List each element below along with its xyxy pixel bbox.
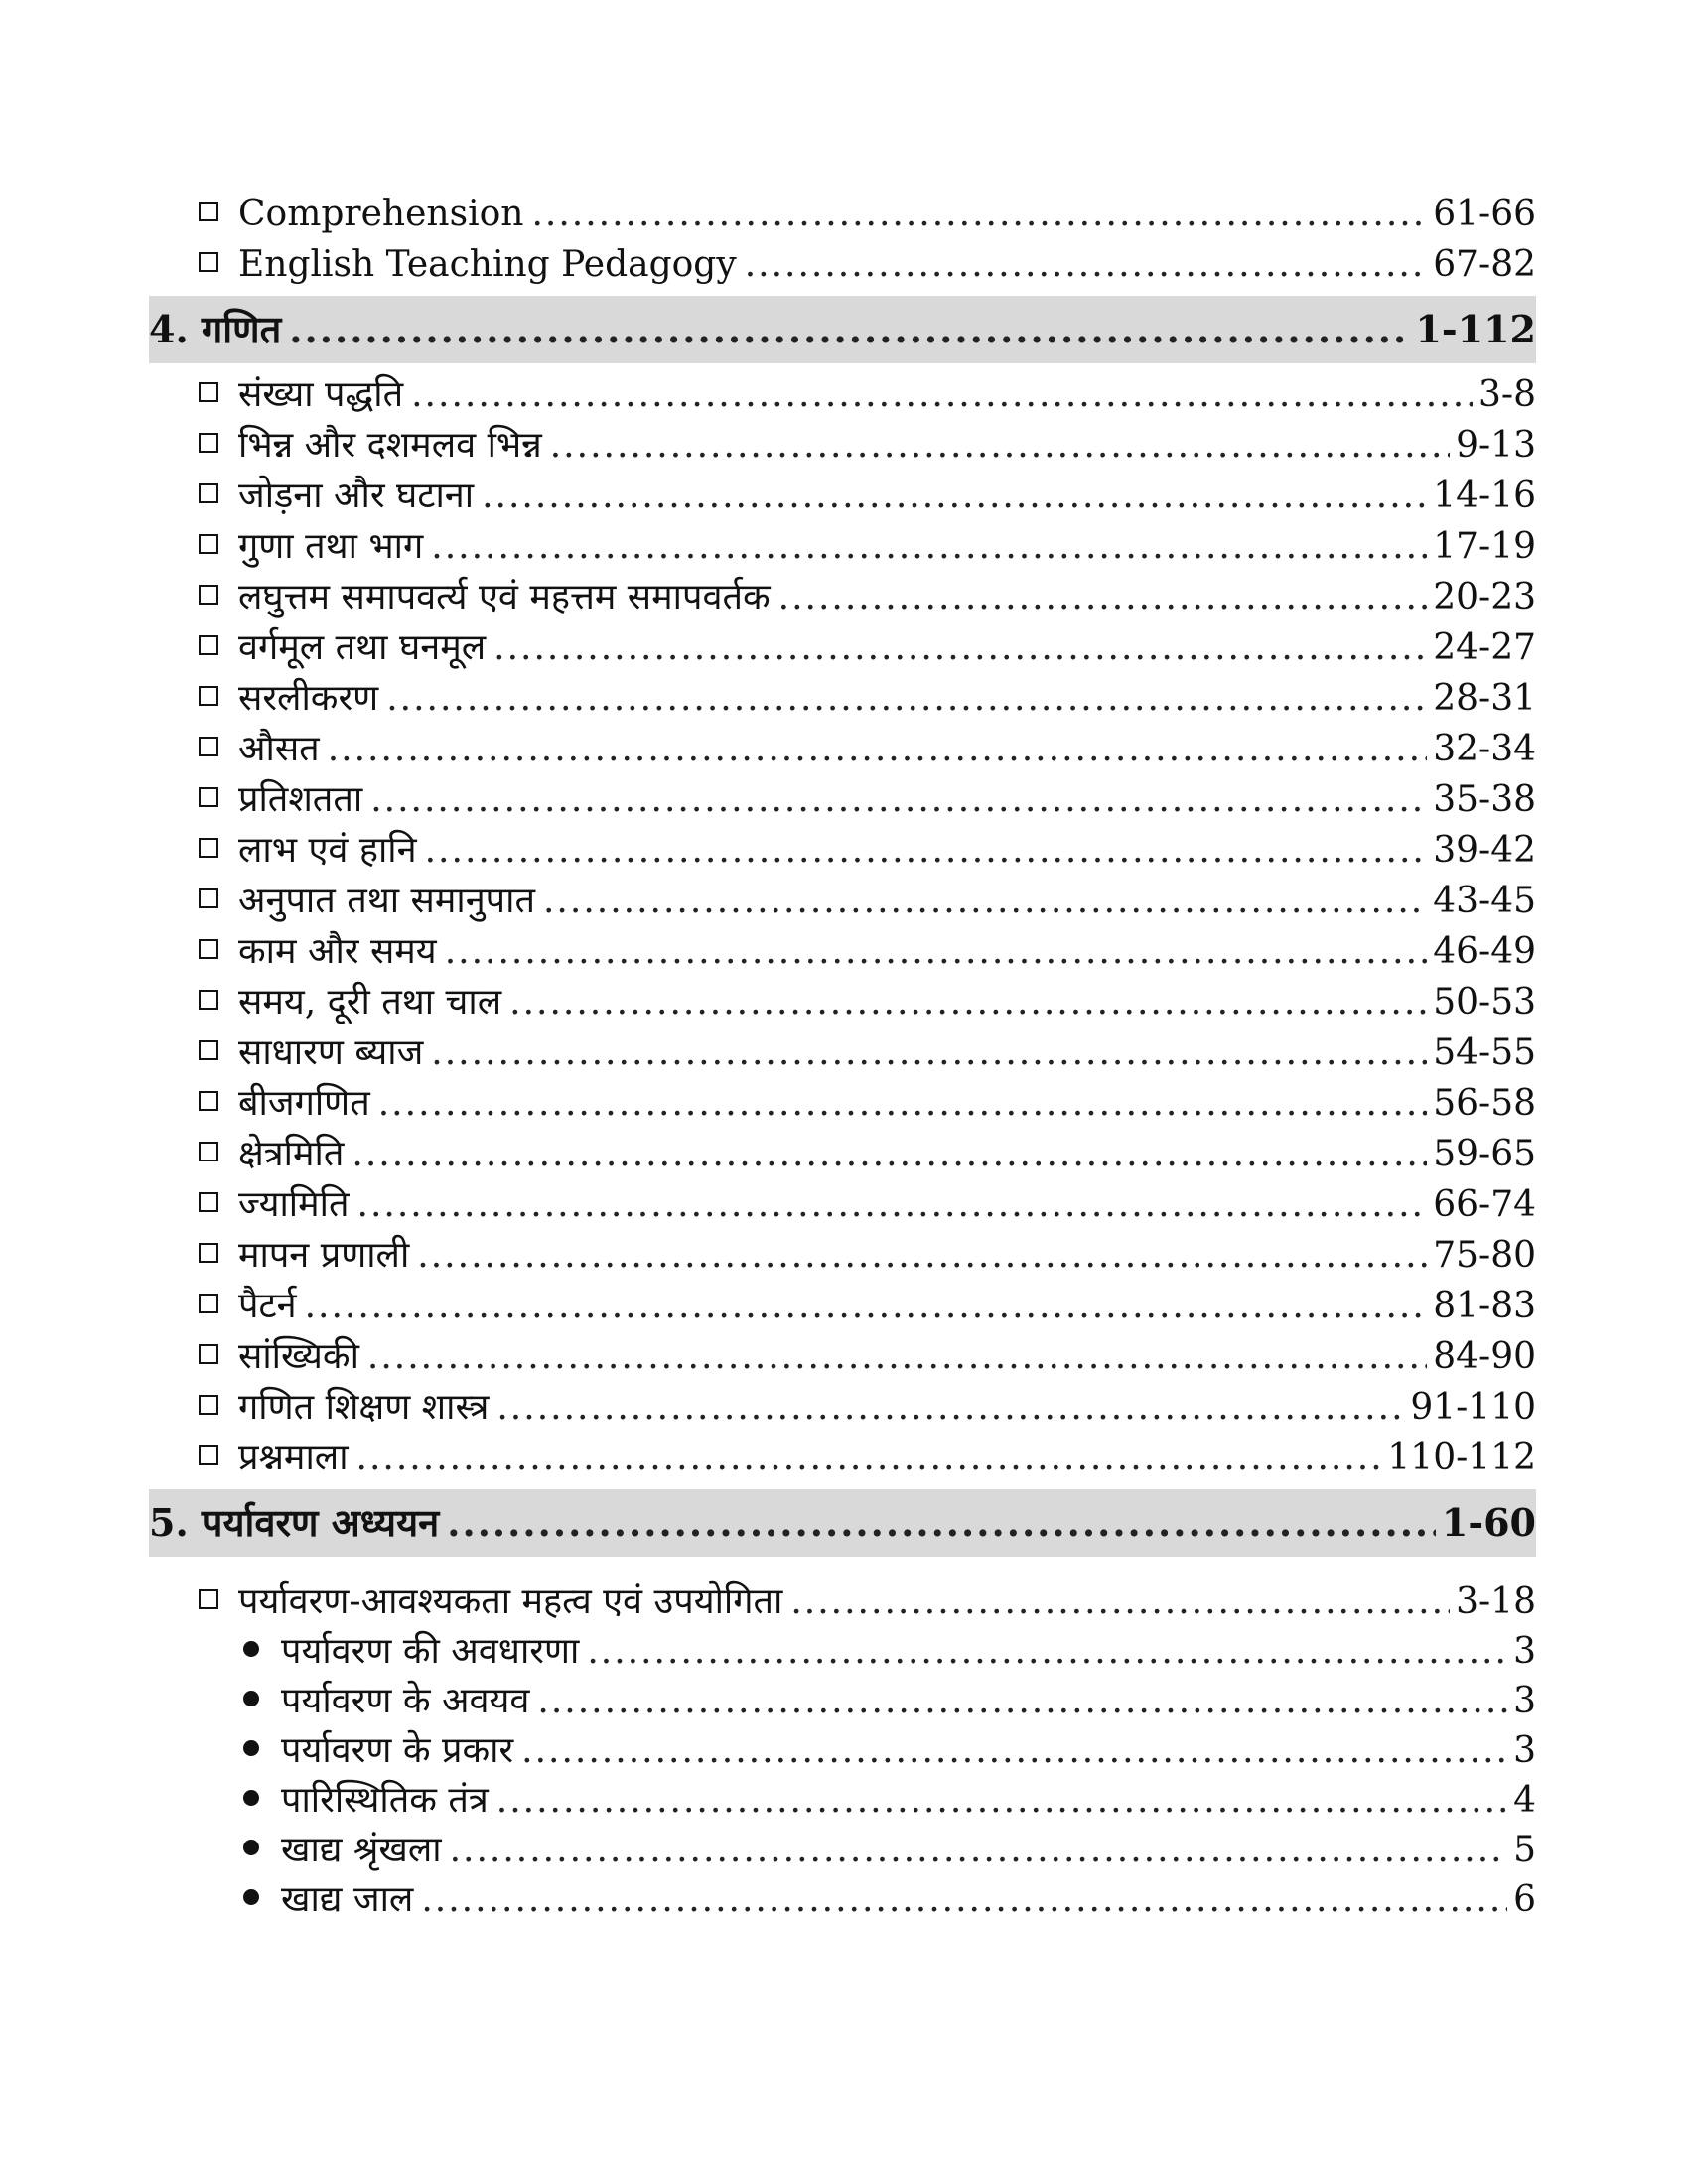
leader-dots: [289, 296, 1409, 363]
section-title: 5. पर्यावरण अध्ययन: [149, 1500, 440, 1545]
entry-label: बीजगणित: [238, 1083, 370, 1124]
subentry-pages: 5: [1513, 1830, 1536, 1870]
entry-label: सरलीकरण: [238, 678, 379, 719]
checkbox-icon: [199, 888, 218, 908]
toc-entry[interactable]: [149, 1281, 1536, 1331]
toc-entry[interactable]: [149, 471, 1536, 521]
toc-entry[interactable]: [149, 977, 1536, 1027]
checkbox-icon: [199, 635, 218, 655]
subentry-label: पारिस्थितिक तंत्र: [281, 1780, 489, 1821]
subentry-pages: 4: [1513, 1780, 1536, 1821]
leader-dots: [493, 622, 1427, 673]
entry-pages: 67-82: [1433, 244, 1536, 285]
table-of-contents: [149, 189, 1536, 1925]
entry-pages: 32-34: [1433, 729, 1536, 769]
leader-dots: [531, 189, 1427, 239]
leader-dots: [411, 369, 1473, 420]
bullet-icon: [243, 1790, 259, 1806]
leader-dots: [550, 420, 1450, 471]
toc-entry[interactable]: [149, 876, 1536, 926]
section-header-mathematics[interactable]: [149, 296, 1536, 363]
checkbox-icon: [199, 252, 218, 272]
toc-entry[interactable]: [149, 1078, 1536, 1129]
toc-entry[interactable]: [149, 521, 1536, 572]
leader-dots: [509, 977, 1427, 1027]
subentry-pages: 3: [1513, 1730, 1536, 1771]
toc-entry[interactable]: [149, 774, 1536, 825]
entry-pages: 46-49: [1433, 931, 1536, 972]
entry-label: संख्या पद्धति: [238, 374, 404, 415]
section-pages: 1-60: [1441, 1500, 1536, 1545]
toc-entry[interactable]: [149, 1129, 1536, 1179]
leader-dots: [445, 926, 1428, 977]
toc-subentry[interactable]: [149, 1627, 1536, 1677]
checkbox-icon: [199, 1294, 218, 1313]
section-pages: 1-112: [1415, 307, 1536, 351]
section-header-environmental-studies[interactable]: [149, 1489, 1536, 1557]
entry-label: वर्गमूल तथा घनमूल: [238, 627, 487, 668]
checkbox-icon: [199, 787, 218, 807]
entry-pages: 91-110: [1410, 1387, 1536, 1428]
bullet-icon: [243, 1641, 259, 1657]
entry-label: लाभ एवं हानि: [238, 830, 417, 871]
section-title: 4. गणित: [149, 307, 282, 351]
entry-label: प्रतिशतता: [238, 779, 363, 820]
checkbox-icon: [199, 1243, 218, 1263]
bullet-icon: [243, 1691, 259, 1706]
leader-dots: [421, 1875, 1507, 1925]
checkbox-icon: [199, 382, 218, 402]
entry-label: पर्यावरण-आवश्यकता महत्व एवं उपयोगिता: [238, 1581, 783, 1622]
entry-label: अनुपात तथा समानुपात: [238, 881, 535, 921]
checkbox-icon: [199, 1091, 218, 1111]
leader-dots: [367, 1331, 1427, 1382]
toc-entry[interactable]: [149, 926, 1536, 977]
entry-pages: 24-27: [1433, 627, 1536, 668]
checkbox-icon: [199, 1395, 218, 1415]
entry-pages: 84-90: [1433, 1336, 1536, 1377]
leader-dots: [431, 1027, 1427, 1078]
spacer: [149, 1563, 1536, 1576]
checkbox-icon: [199, 1344, 218, 1364]
entry-label: समय, दूरी तथा चाल: [238, 982, 502, 1023]
entry-label: भिन्न और दशमलव भिन्न: [238, 425, 542, 466]
entry-pages: 50-53: [1433, 982, 1536, 1023]
checkbox-icon: [199, 483, 218, 503]
bullet-icon: [243, 1840, 259, 1855]
toc-entry[interactable]: [149, 1576, 1536, 1627]
subentry-pages: 3: [1513, 1631, 1536, 1672]
checkbox-icon: [199, 585, 218, 605]
entry-pages: 3-8: [1478, 374, 1536, 415]
checkbox-icon: [199, 939, 218, 959]
toc-entry[interactable]: [149, 622, 1536, 673]
entry-pages: 56-58: [1433, 1083, 1536, 1124]
subentry-label: पर्यावरण की अवधारणा: [281, 1631, 580, 1672]
entry-pages: 17-19: [1433, 526, 1536, 567]
leader-dots: [778, 572, 1428, 622]
subentry-pages: 6: [1513, 1879, 1536, 1920]
leader-dots: [328, 724, 1428, 774]
toc-entry[interactable]: [149, 724, 1536, 774]
entry-pages: 110-112: [1387, 1437, 1536, 1478]
leader-dots: [417, 1230, 1427, 1281]
checkbox-icon: [199, 1142, 218, 1161]
leader-dots: [386, 673, 1427, 724]
entry-label: काम और समय: [238, 931, 437, 972]
entry-label: लघुत्तम समापवर्त्य एवं महत्तम समापवर्तक: [238, 577, 771, 617]
leader-dots: [431, 521, 1427, 572]
entry-pages: 75-80: [1433, 1235, 1536, 1276]
checkbox-icon: [199, 990, 218, 1010]
entry-label: पैटर्न: [238, 1286, 297, 1326]
entry-pages: 59-65: [1433, 1134, 1536, 1174]
subentry-label: पर्यावरण के प्रकार: [281, 1730, 514, 1771]
toc-entry[interactable]: [149, 1230, 1536, 1281]
entry-label: सांख्यिकी: [238, 1336, 359, 1377]
entry-label: ज्यामिति: [238, 1184, 350, 1225]
entry-pages: 35-38: [1433, 779, 1536, 820]
checkbox-icon: [199, 1040, 218, 1060]
leader-dots: [496, 1776, 1507, 1826]
entry-label: English Teaching Pedagogy: [238, 244, 737, 285]
toc-entry[interactable]: [149, 369, 1536, 420]
leader-dots: [496, 1382, 1404, 1433]
leader-dots: [378, 1078, 1427, 1129]
leader-dots: [370, 774, 1427, 825]
leader-dots: [447, 1489, 1436, 1557]
toc-subentry[interactable]: [149, 1726, 1536, 1776]
leader-dots: [543, 876, 1427, 926]
toc-entry[interactable]: [149, 825, 1536, 876]
entry-label: गुणा तथा भाग: [238, 526, 424, 567]
bullet-icon: [243, 1740, 259, 1756]
toc-entry[interactable]: [149, 1331, 1536, 1382]
entry-label: प्रश्नमाला: [238, 1437, 349, 1478]
leader-dots: [587, 1627, 1507, 1677]
entry-label: साधारण ब्याज: [238, 1032, 424, 1073]
toc-entry[interactable]: [149, 1027, 1536, 1078]
entry-pages: 28-31: [1433, 678, 1536, 719]
toc-subentry[interactable]: [149, 1677, 1536, 1726]
checkbox-icon: [199, 534, 218, 554]
toc-entry[interactable]: [149, 1179, 1536, 1230]
toc-subentry[interactable]: [149, 1776, 1536, 1826]
subentry-label: खाद्य श्रृंखला: [281, 1830, 442, 1870]
checkbox-icon: [199, 686, 218, 706]
leader-dots: [450, 1826, 1508, 1875]
entry-pages: 43-45: [1433, 881, 1536, 921]
toc-subentry[interactable]: [149, 1875, 1536, 1925]
entry-label: Comprehension: [238, 194, 524, 234]
entry-label: औसत: [238, 729, 320, 769]
entry-pages: 14-16: [1433, 476, 1536, 516]
entry-pages: 20-23: [1433, 577, 1536, 617]
toc-entry[interactable]: [149, 1382, 1536, 1433]
entry-pages: 9-13: [1456, 425, 1536, 466]
entry-label: जोड़ना और घटाना: [238, 476, 475, 516]
checkbox-icon: [199, 1192, 218, 1212]
entry-label: गणित शिक्षण शास्त्र: [238, 1387, 490, 1428]
checkbox-icon: [199, 433, 218, 453]
entry-pages: 3-18: [1456, 1581, 1536, 1622]
toc-entry[interactable]: [149, 1433, 1536, 1483]
checkbox-icon: [199, 1589, 218, 1609]
toc-subentry[interactable]: [149, 1826, 1536, 1875]
leader-dots: [537, 1677, 1507, 1726]
entry-label: मापन प्रणाली: [238, 1235, 410, 1276]
entry-pages: 81-83: [1433, 1286, 1536, 1326]
checkbox-icon: [199, 202, 218, 221]
entry-pages: 54-55: [1433, 1032, 1536, 1073]
checkbox-icon: [199, 1445, 218, 1465]
checkbox-icon: [199, 737, 218, 756]
entry-pages: 66-74: [1433, 1184, 1536, 1225]
leader-dots: [745, 239, 1428, 290]
subentry-pages: 3: [1513, 1681, 1536, 1721]
leader-dots: [305, 1281, 1428, 1331]
toc-entry[interactable]: [149, 189, 1536, 239]
leader-dots: [790, 1576, 1450, 1627]
leader-dots: [356, 1433, 1382, 1483]
leader-dots: [357, 1179, 1428, 1230]
checkbox-icon: [199, 838, 218, 858]
entry-pages: 39-42: [1433, 830, 1536, 871]
leader-dots: [352, 1129, 1427, 1179]
leader-dots: [521, 1726, 1507, 1776]
toc-entry[interactable]: [149, 239, 1536, 290]
toc-entry[interactable]: [149, 572, 1536, 622]
entry-label: क्षेत्रमिति: [238, 1134, 345, 1174]
leader-dots: [482, 471, 1427, 521]
leader-dots: [425, 825, 1428, 876]
toc-entry[interactable]: [149, 673, 1536, 724]
toc-entry[interactable]: [149, 420, 1536, 471]
entry-pages: 61-66: [1433, 194, 1536, 234]
subentry-label: पर्यावरण के अवयव: [281, 1681, 530, 1721]
bullet-icon: [243, 1889, 259, 1905]
subentry-label: खाद्य जाल: [281, 1879, 414, 1920]
